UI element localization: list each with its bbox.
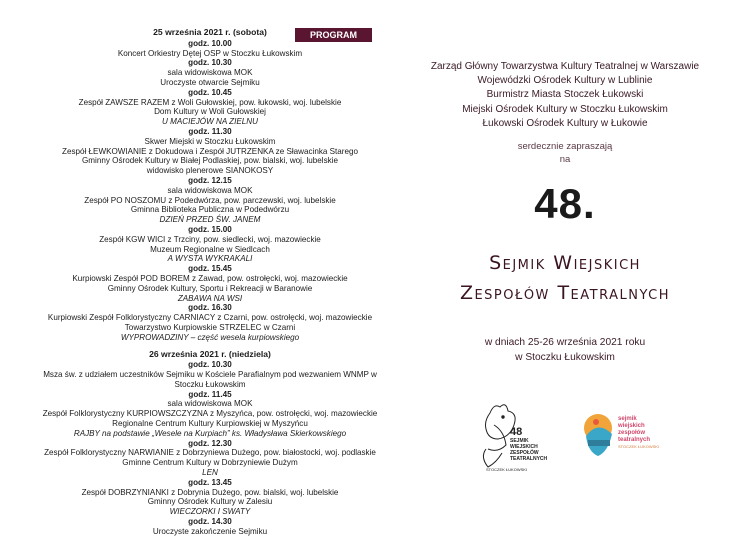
schedule-line: Stoczku Łukowskim bbox=[174, 379, 246, 389]
location-line: w Stoczku Łukowskim bbox=[515, 351, 615, 363]
invite-line: serdecznie zapraszają bbox=[517, 141, 613, 152]
rooster-tail-icon bbox=[483, 449, 502, 467]
schedule-time: godz. 11.30 bbox=[188, 126, 232, 136]
performance-title: DZIEŃ PRZED ŚW. JANEM bbox=[159, 215, 261, 225]
schedule-line: widowisko plenerowe SIANOKOSY bbox=[146, 166, 274, 176]
schedule-time: godz. 16.30 bbox=[188, 303, 232, 313]
organizer: Miejski Ośrodek Kultury w Stoczku Łukowskim bbox=[462, 103, 668, 115]
schedule-line: Gminny Ośrodek Kultury w Zalesiu bbox=[147, 497, 273, 507]
schedule-line: sala widowiskowa MOK bbox=[167, 68, 253, 78]
performance-title: WYPROWADZINY – część wesela kurpiowskiego bbox=[120, 332, 300, 342]
logo-sub: STOCZEK ŁUKOWSKI bbox=[618, 444, 660, 449]
logo-word: wiejskich bbox=[618, 423, 645, 429]
performance-title: U MACIEJÓW NA ZIELNU bbox=[162, 117, 258, 127]
program-badge: PROGRAM bbox=[295, 28, 372, 42]
performance-title: LEN bbox=[202, 468, 218, 478]
invite-line: na bbox=[559, 153, 571, 165]
schedule-line: Uroczyste zakończenie Sejmiku bbox=[152, 526, 268, 536]
schedule-line: Zespół PO NOSZOMU z Podedwórza, pow. parczewski, woj. lubelskie bbox=[84, 195, 336, 205]
schedule-line: Towarzystwo Kurpiowskie STRZELEC w Czarni bbox=[124, 322, 296, 332]
schedule-line: Zespół Folklorystyczny KURPIOWSZCZYZNA z Myszyńca, pow. ostrołęcki, woj. mazowieckie bbox=[42, 409, 378, 419]
sejmik-rooster-logo bbox=[468, 395, 568, 475]
event-title-line1: Sejmik Wiejskich bbox=[489, 252, 641, 274]
logo-crest-icon bbox=[593, 419, 599, 425]
organizer: Łukowski Ośrodek Kultury w Łukowie bbox=[482, 117, 648, 129]
performance-title: RAJBY na podstawie „Wesele na Kurpiach” ks. Władysława Skierkowskiego bbox=[73, 428, 347, 438]
dates-line: w dniach 25-26 września 2021 roku bbox=[484, 337, 646, 348]
rooster-eye-icon bbox=[502, 416, 504, 418]
schedule-time: godz. 12.30 bbox=[188, 438, 232, 448]
schedule-line: Zespół Folklorystyczny NARWIANIE z Dobrzyniewa Dużego, pow. białostocki, woj. podlaskie bbox=[44, 448, 376, 458]
schedule-line: Gminny Ośrodek Kultury, Sportu i Rekreacji w Baranowie bbox=[107, 283, 313, 293]
performance-title: A WYSTA WYKRAKALI bbox=[167, 254, 253, 264]
organizers-list bbox=[380, 60, 750, 131]
schedule-line: Zespół ŁEWKOWIANIE z Dokudowa i Zespół JUTRZENKA ze Sławacinka Starego bbox=[62, 146, 358, 156]
schedule-line: Muzeum Regionalne w Siedlcach bbox=[150, 244, 270, 254]
schedule-line: Zespół KGW WICI z Trzciny, pow. siedlecki, woj. mazowieckie bbox=[99, 234, 321, 244]
schedule-line: Gminna Biblioteka Publiczna w Podedwórzu bbox=[130, 205, 290, 215]
logo-place: STOCZEK ŁUKOWSKI bbox=[486, 467, 528, 472]
performance-title: ZABAWA NA WSI bbox=[177, 293, 243, 303]
day2-heading: 26 września 2021 r. (niedziela) bbox=[149, 348, 271, 359]
schedule-time: godz. 10.30 bbox=[188, 58, 232, 68]
performance-title: WIECZORKI I SWATY bbox=[169, 507, 251, 517]
schedule-time: godz. 10.45 bbox=[188, 87, 232, 97]
schedule-line: Dom Kultury w Woli Gułowskiej bbox=[154, 107, 266, 117]
schedule-line: Zespół ZAWSZE RAZEM z Woli Gułowskiej, pow. łukowski, woj. lubelskie bbox=[78, 97, 342, 107]
logo-band-icon bbox=[588, 440, 610, 446]
organizer: Zarząd Główny Towarzystwa Kultury Teatralnej w Warszawie bbox=[430, 61, 700, 72]
schedule-time: godz. 15.00 bbox=[188, 224, 232, 234]
schedule-line: sala widowiskowa MOK bbox=[167, 185, 253, 195]
day1-heading: 25 września 2021 r. (sobota) bbox=[153, 27, 267, 37]
schedule-line: Gminne Centrum Kultury w Dobrzyniewie Dużym bbox=[122, 458, 298, 468]
schedule-line: Kurpiowski Zespół Folklorystyczny CARNIACY z Czarni, pow. ostrołęcki, woj. mazowieckie bbox=[47, 313, 373, 323]
schedule-line: sala widowiskowa MOK bbox=[167, 399, 253, 409]
event-title-line2: Zespołów Teatralnych bbox=[459, 282, 671, 304]
schedule-line: Kurpiowski Zespół POD BOREM z Zawad, pow. ostrołęcki, woj. mazowieckie bbox=[72, 273, 348, 283]
schedule-time: godz. 11.45 bbox=[188, 389, 232, 399]
schedule-time: godz. 14.30 bbox=[188, 517, 232, 527]
event-dates bbox=[380, 336, 750, 365]
schedule-line: Koncert Orkiestry Dętej OSP w Stoczku Łukowskim bbox=[117, 48, 303, 58]
organizer: Wojewódzki Ośrodek Kultury w Lublinie bbox=[477, 75, 653, 87]
schedule-time: godz. 10.30 bbox=[188, 360, 232, 370]
edition-number: 48. bbox=[534, 180, 596, 227]
day2-schedule bbox=[20, 360, 400, 536]
schedule-time: godz. 15.45 bbox=[188, 264, 232, 274]
schedule-time: godz. 13.45 bbox=[188, 477, 232, 487]
logo-text: WIEJSKICH bbox=[510, 444, 538, 450]
logo-number: 48 bbox=[510, 426, 523, 438]
schedule-line: Zespół DOBRZYNIANKI z Dobrynia Dużego, pow. bialski, woj. lubelskie bbox=[81, 487, 339, 497]
day1-schedule bbox=[20, 39, 400, 343]
logo-word: teatralnych bbox=[618, 437, 651, 443]
logo-text: ZESPOŁÓW bbox=[510, 450, 539, 456]
invitation-text bbox=[380, 141, 750, 166]
sejmik-colour-logo bbox=[580, 408, 670, 470]
schedule-line: Msza św. z udziałem uczestników Sejmiku w Kościele Parafialnym pod wezwaniem WNMP w bbox=[43, 370, 377, 380]
logo-text: SEJMIK bbox=[510, 438, 529, 444]
logo-text: TEATRALNYCH bbox=[510, 456, 548, 462]
schedule-line: Skwer Miejski w Stoczku Łukowskim bbox=[144, 136, 276, 146]
schedule-line: Gminny Ośrodek Kultury w Białej Podlaskiej, pow. bialski, woj. lubelskie bbox=[82, 156, 338, 166]
logo-word: zespołów bbox=[618, 430, 646, 436]
schedule-time: godz. 10.00 bbox=[188, 38, 232, 48]
schedule-line: Regionalne Centrum Kultury Kurpiowskiej w Myszyńcu bbox=[112, 419, 308, 429]
logo-word: sejmik bbox=[618, 416, 637, 422]
schedule-time: godz. 12.15 bbox=[188, 175, 232, 185]
schedule-line: Uroczyste otwarcie Sejmiku bbox=[160, 77, 260, 87]
cover-panel bbox=[380, 0, 750, 530]
organizer: Burmistrz Miasta Stoczek Łukowski bbox=[486, 89, 644, 101]
